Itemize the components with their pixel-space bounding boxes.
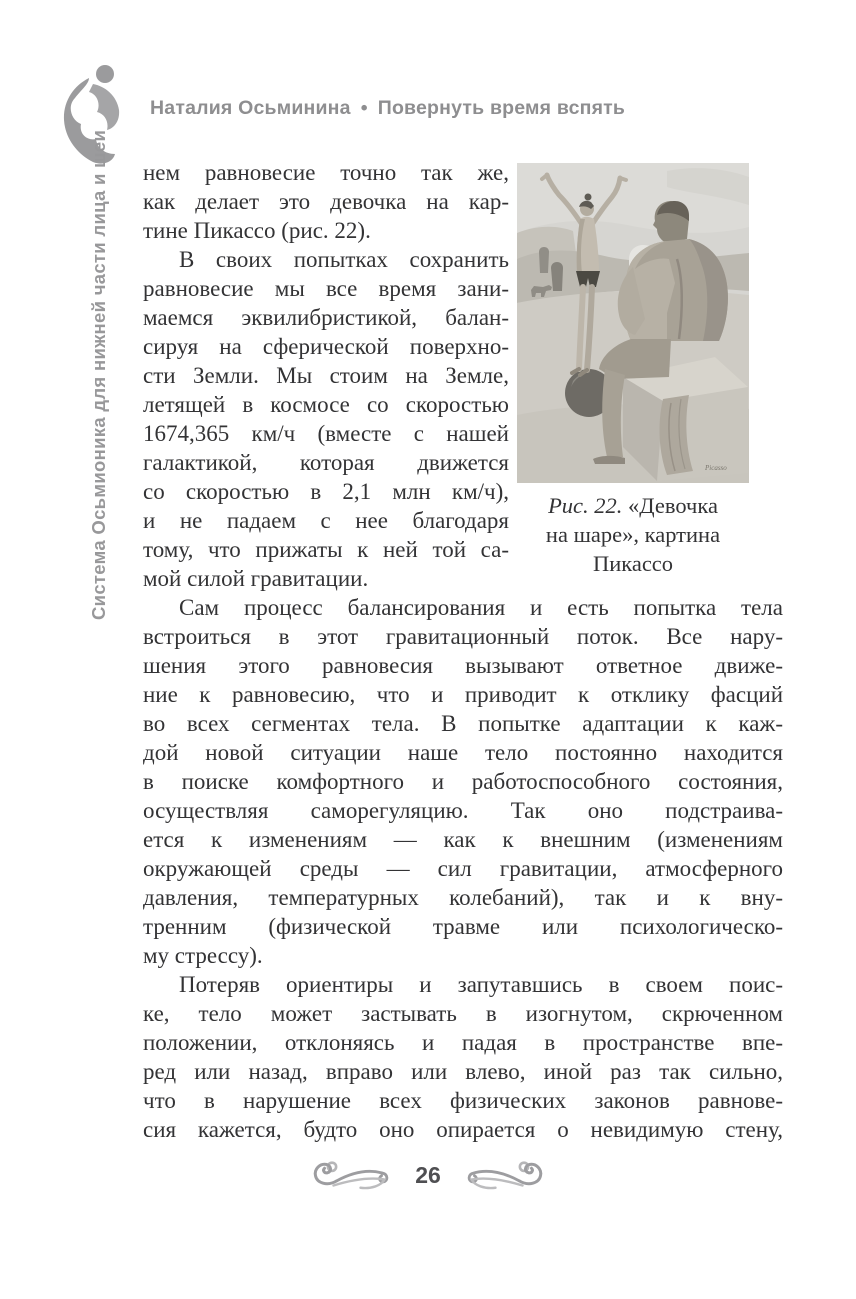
text-line: тине Пикассо (рис. 22). <box>143 218 371 243</box>
text-line: дой новой ситуации наше тело постоянно находится <box>143 740 783 765</box>
text-line: сия кажется, будто оно опирается о невидимую стену, <box>143 1117 783 1142</box>
text-line: му стрессу). <box>143 943 263 968</box>
caption-line: Рис. 22. «Девочка <box>548 493 718 518</box>
text-line: ние к равновесию, что и приводит к отклику фасций <box>143 682 783 707</box>
full-width-text <box>143 593 783 1144</box>
separator-bullet-icon: • <box>360 97 368 119</box>
page-number: 26 <box>415 1161 441 1188</box>
text-line: ке, тело может застывать в изогнутом, скрюченном <box>143 1001 783 1026</box>
author-name: Наталия Осьминина <box>150 97 351 119</box>
text-line: Потеряв ориентиры и запутавшись в своем поис- <box>179 972 783 997</box>
caption-line: на шаре», картина <box>545 522 721 547</box>
text-line: ется к изменениям — как к внешним (изменениям <box>143 827 783 852</box>
text-column <box>143 158 509 593</box>
text-line: Сам процесс балансирования и есть попытка тела <box>179 595 783 620</box>
text-line: равновесие мы все время зани- <box>143 276 509 301</box>
text-line: сти Земли. Мы стоим на Земле, <box>143 363 509 388</box>
text-line: сируя на сферической поверхно- <box>143 334 509 359</box>
text-line: тренним (физической травме или психологическо- <box>143 914 783 939</box>
text-line: встроиться в этот гравитационный поток. Все нару- <box>143 624 783 649</box>
text-line: давления, температурных колебаний), так и к вну- <box>143 885 783 910</box>
figure-caption <box>517 491 749 578</box>
figure-image-picasso-girl-on-ball <box>517 163 749 483</box>
book-title: Повернуть время вспять <box>377 97 626 119</box>
caption-figure-label: Рис. 22. <box>548 493 623 518</box>
text-line: летящей в космосе со скоростью <box>143 392 509 417</box>
text-line: мой силой гравитации. <box>143 566 369 591</box>
text-line: 1674,365 км/ч (вместе с нашей <box>143 421 509 446</box>
text-line: осуществляя саморегуляцию. Так оно подстраива- <box>143 798 783 823</box>
text-line: маемся эквилибристикой, балан- <box>143 305 509 330</box>
text-line: тому, что прижаты к ней той са- <box>143 537 509 562</box>
text-line: и не падаем с нее благодаря <box>143 508 509 533</box>
text-line: во всех сегментах тела. В попытке адаптации к каж- <box>143 711 783 736</box>
text-line: нем равновесие точно так же, <box>143 160 509 185</box>
footer-ornament-left-icon <box>311 1158 389 1192</box>
text-line: В своих попытках сохранить <box>179 247 509 272</box>
page-body <box>143 158 783 1144</box>
text-line: окружающей среды — сил гравитации, атмосферного <box>143 856 783 881</box>
figure-block <box>517 158 749 578</box>
text-line: со скоростью в 2,1 млн км/ч), <box>143 479 509 504</box>
side-vertical-series-title: Система Осьмионика для нижней части лица и шеи <box>88 129 109 620</box>
footer-ornament-right-icon <box>467 1158 545 1192</box>
running-head <box>150 97 625 120</box>
text-line: положении, отклоняясь и падая в пространстве впе- <box>143 1030 783 1055</box>
text-line: что в нарушение всех физических законов равнове- <box>143 1088 783 1113</box>
text-line: галактикой, которая движется <box>143 450 509 475</box>
text-line: как делает это девочка на кар- <box>143 189 509 214</box>
text-line: шения этого равновесия вызывают ответное движе- <box>143 653 783 678</box>
page-footer <box>0 1158 856 1192</box>
caption-line: Пикассо <box>592 551 674 576</box>
text-line: в поиске комфортного и работоспособного состояния, <box>143 769 783 794</box>
text-line: ред или назад, вправо или влево, иной раз так сильно, <box>143 1059 783 1084</box>
painting-signature: Picasso <box>705 464 727 472</box>
